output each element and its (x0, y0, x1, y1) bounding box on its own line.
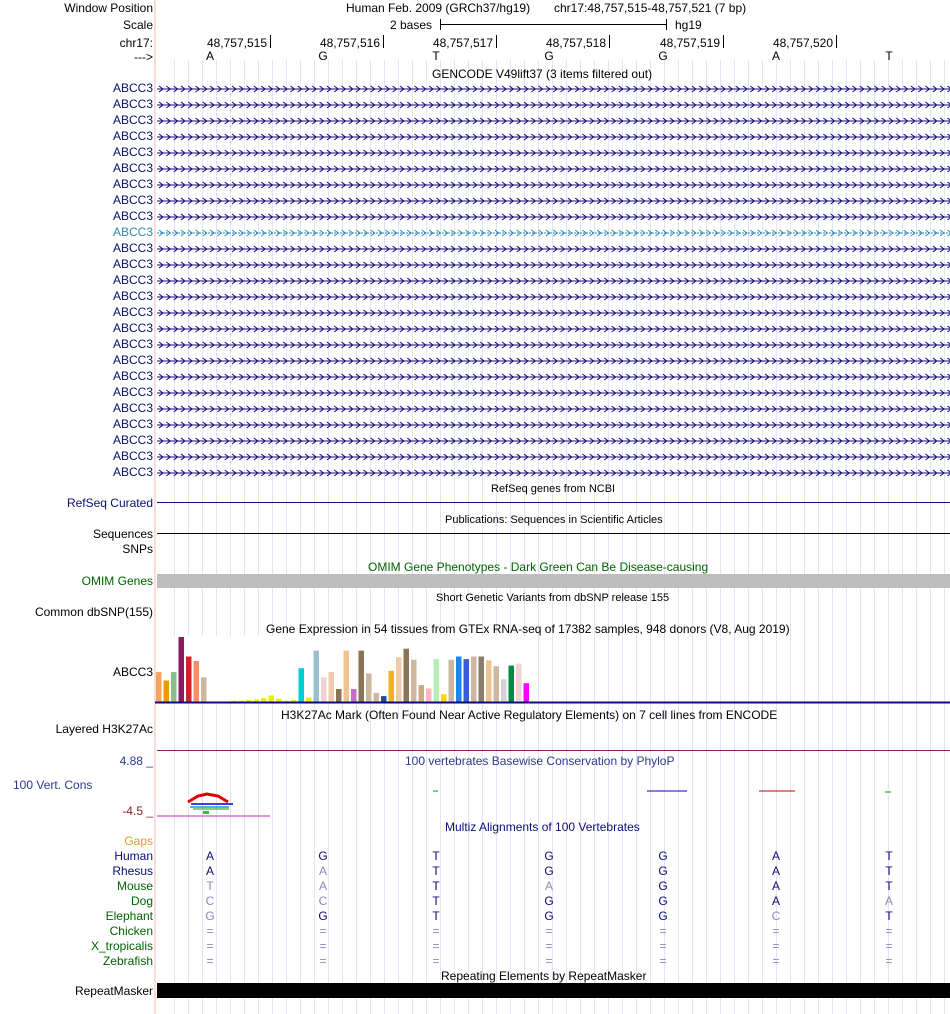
gencode-transcript-label[interactable]: ABCC3 (112, 209, 153, 223)
multiz-base: G (658, 849, 668, 863)
coord-tick (609, 35, 610, 48)
gtex-tissue-bar (336, 689, 342, 702)
multiz-base: A (884, 894, 893, 908)
multiz-base: A (205, 864, 214, 878)
refseq-gene-line[interactable] (157, 502, 950, 503)
gencode-transcript-label[interactable]: ABCC3 (112, 305, 153, 319)
multiz-base: A (771, 849, 780, 863)
gtex-tissue-bar (516, 664, 522, 702)
gtex-tissue-bar (486, 660, 492, 702)
gencode-transcript-intron[interactable] (157, 420, 950, 430)
multiz-base: G (318, 909, 328, 923)
gtex-tissue-bar (314, 651, 320, 702)
gencode-transcript-label[interactable]: ABCC3 (112, 81, 153, 95)
multiz-base: G (318, 849, 328, 863)
scale-label: Scale (122, 18, 153, 32)
multiz-base: G (544, 909, 554, 923)
coord-tick (270, 35, 271, 48)
gencode-transcript-label[interactable]: ABCC3 (112, 401, 153, 415)
chrom-label: chr17: (119, 36, 153, 50)
multiz-base: = (319, 924, 327, 938)
repeatmasker-title: Repeating Elements by RepeatMasker (441, 969, 647, 983)
gencode-transcript-intron[interactable] (157, 452, 950, 462)
gtex-tissue-bar (396, 657, 402, 702)
gtex-tissue-bar (261, 698, 267, 702)
multiz-species-label[interactable]: Rhesus (112, 864, 153, 878)
gtex-tissue-bar (411, 660, 417, 702)
multiz-base: G (658, 864, 668, 878)
gtex-tissue-bar (404, 649, 410, 702)
coord-label: 48,757,518 (545, 36, 606, 50)
multiz-base: T (432, 879, 440, 893)
multiz-base: = (885, 924, 893, 938)
gtex-tissue-bar (381, 696, 387, 702)
scale-db: hg19 (675, 18, 702, 32)
coord-label: 48,757,519 (659, 36, 720, 50)
publications-title: Publications: Sequences in Scientific Articles (445, 514, 663, 526)
gencode-transcript-intron[interactable] (157, 148, 950, 158)
gencode-transcript-intron[interactable] (157, 180, 950, 190)
gencode-transcript-label[interactable]: ABCC3 (112, 113, 153, 127)
gtex-tissue-bar (359, 651, 365, 702)
multiz-base: = (206, 939, 214, 953)
reference-base: G (318, 49, 328, 63)
multiz-base: = (885, 939, 893, 953)
gaps-label[interactable]: Gaps (124, 834, 153, 848)
multiz-base: A (771, 894, 780, 908)
gtex-tissue-bar (479, 657, 485, 703)
multiz-base: = (772, 954, 780, 968)
multiz-species-label[interactable]: Zebrafish (102, 954, 153, 968)
gtex-tissue-bar (441, 694, 447, 702)
gencode-transcript-intron[interactable] (157, 468, 950, 478)
gencode-transcript-intron[interactable] (157, 436, 950, 446)
multiz-species-label[interactable]: Dog (130, 894, 153, 908)
gtex-tissue-bar (194, 661, 200, 702)
gencode-transcript-label[interactable]: ABCC3 (112, 97, 153, 111)
multiz-base: A (544, 879, 553, 893)
multiz-species-label[interactable]: Mouse (116, 879, 153, 893)
gtex-tissue-bar (464, 659, 470, 702)
coord-tick (383, 35, 384, 48)
gencode-transcript-label[interactable]: ABCC3 (112, 465, 153, 479)
multiz-base: G (658, 879, 668, 893)
multiz-base: T (432, 909, 440, 923)
h3k27ac-label[interactable]: Layered H3K27Ac (55, 722, 153, 736)
multiz-base: = (319, 954, 327, 968)
multiz-base: T (206, 879, 214, 893)
gtex-tissue-bar (449, 660, 455, 702)
multiz-base: A (318, 864, 327, 878)
multiz-base: = (319, 939, 327, 953)
multiz-base: = (432, 954, 440, 968)
gencode-transcript-intron[interactable] (157, 212, 950, 222)
scale-bar-left-tick (440, 19, 441, 30)
multiz-base: T (432, 849, 440, 863)
reference-base: A (205, 49, 214, 63)
gtex-tissue-bar (201, 677, 207, 702)
gtex-tissue-bar (186, 657, 192, 703)
gtex-tissue-bar (456, 657, 462, 703)
multiz-base: = (206, 954, 214, 968)
gencode-transcript-label[interactable]: ABCC3 (112, 129, 153, 143)
gencode-transcript-intron[interactable] (157, 116, 950, 126)
gencode-transcript-label[interactable]: ABCC3 (112, 241, 153, 255)
multiz-base: C (205, 894, 215, 908)
dbsnp-title: Short Genetic Variants from dbSNP release 155 (436, 592, 670, 604)
gtex-tissue-bar (171, 672, 177, 702)
gtex-title: Gene Expression in 54 tissues from GTEx RNA-seq of 17382 samples, 948 donors (V8, Aug 2019) (266, 622, 790, 636)
multiz-base: = (659, 954, 667, 968)
gencode-transcript-intron[interactable] (157, 260, 950, 270)
refseq-title: RefSeq genes from NCBI (491, 483, 616, 495)
gtex-tissue-bar (321, 677, 327, 702)
multiz-species-label[interactable]: Elephant (105, 909, 153, 923)
multiz-base: A (205, 849, 214, 863)
multiz-base: = (545, 924, 553, 938)
gtex-tissue-bar (426, 688, 432, 702)
multiz-species-label[interactable]: X_tropicalis (90, 939, 153, 953)
h3k27ac-baseline (157, 750, 950, 751)
multiz-base: C (318, 894, 328, 908)
repeatmasker-feature-bar[interactable] (157, 983, 950, 998)
gencode-transcript-label[interactable]: ABCC3 (112, 385, 153, 399)
omim-label[interactable]: OMIM Genes (81, 574, 153, 588)
gencode-transcript-intron[interactable] (157, 388, 950, 398)
gtex-tissue-bar (156, 672, 162, 702)
multiz-base: T (432, 864, 440, 878)
gtex-tissue-bar (344, 651, 350, 702)
multiz-base: = (432, 924, 440, 938)
gtex-tissue-bar (501, 679, 507, 702)
gencode-transcript-intron[interactable] (157, 164, 950, 174)
gtex-tissue-bar (351, 689, 357, 702)
reference-base: T (432, 49, 440, 63)
multiz-species-label[interactable]: Human (114, 849, 153, 863)
multiz-base: = (206, 924, 214, 938)
publications-line[interactable] (157, 533, 950, 534)
multiz-base: T (885, 879, 893, 893)
gtex-gene-label[interactable]: ABCC3 (112, 665, 153, 679)
assembly-text: Human Feb. 2009 (GRCh37/hg19) (346, 1, 531, 15)
multiz-base: G (544, 894, 554, 908)
sequences-label[interactable]: Sequences (92, 527, 153, 541)
strand-label: ---> (134, 50, 153, 64)
scale-text: 2 bases (390, 18, 433, 32)
gtex-tissue-bar (434, 659, 440, 702)
gencode-transcript-intron[interactable] (157, 308, 950, 318)
phylop-min-label: -4.5 _ (122, 804, 153, 818)
multiz-base: T (885, 849, 893, 863)
gtex-tissue-bar (299, 668, 305, 702)
gencode-transcript-label[interactable]: ABCC3 (112, 145, 153, 159)
multiz-base: G (205, 909, 215, 923)
coord-tick (723, 35, 724, 48)
gencode-transcript-label[interactable]: ABCC3 (112, 193, 153, 207)
multiz-base: G (544, 849, 554, 863)
multiz-base: T (885, 864, 893, 878)
omim-feature-bar[interactable] (157, 574, 950, 588)
scale-bar (440, 24, 666, 25)
gtex-tissue-bar (471, 657, 477, 703)
gtex-tissue-bar (306, 698, 312, 703)
repeatmasker-label[interactable]: RepeatMasker (74, 984, 153, 998)
gencode-transcript-label[interactable]: ABCC3 (112, 321, 153, 335)
reference-base: G (544, 49, 554, 63)
window-position-label: Window Position (64, 1, 153, 15)
phylop-label[interactable]: 100 Vert. Cons (13, 778, 93, 792)
multiz-base: T (885, 909, 893, 923)
multiz-base: A (771, 879, 780, 893)
gtex-tissue-bar (179, 637, 185, 702)
gencode-transcript-intron[interactable] (157, 324, 950, 334)
coord-label: 48,757,516 (319, 36, 380, 50)
multiz-base: T (432, 894, 440, 908)
multiz-base: = (885, 954, 893, 968)
multiz-base: = (545, 939, 553, 953)
multiz-base: = (659, 924, 667, 938)
gencode-transcript-label[interactable]: ABCC3 (112, 289, 153, 303)
gencode-transcript-intron[interactable] (157, 132, 950, 142)
coord-label: 48,757,520 (772, 36, 833, 50)
gencode-transcript-intron[interactable] (157, 340, 950, 350)
gtex-tissue-bar (374, 693, 380, 702)
multiz-base: A (318, 879, 327, 893)
multiz-base: C (771, 909, 781, 923)
reference-base: G (658, 49, 668, 63)
gtex-bar-graph[interactable] (155, 636, 950, 704)
gencode-transcript-label[interactable]: ABCC3 (112, 337, 153, 351)
multiz-base: G (544, 864, 554, 878)
reference-base: A (771, 49, 780, 63)
multiz-base: = (432, 939, 440, 953)
gencode-transcript-label[interactable]: ABCC3 (112, 225, 153, 239)
gtex-tissue-bar (389, 671, 395, 702)
dbsnp-label[interactable]: Common dbSNP(155) (34, 605, 153, 619)
multiz-base: A (771, 864, 780, 878)
reference-base: T (885, 49, 893, 63)
multiz-title: Multiz Alignments of 100 Vertebrates (445, 820, 640, 834)
phylop-graph[interactable] (155, 760, 950, 822)
coord-label: 48,757,515 (206, 36, 267, 50)
gencode-transcript-intron[interactable] (157, 372, 950, 382)
refseq-label[interactable]: RefSeq Curated (66, 496, 153, 510)
multiz-base: = (772, 939, 780, 953)
multiz-base: = (659, 939, 667, 953)
gencode-transcript-label[interactable]: ABCC3 (112, 177, 153, 191)
gencode-transcript-label[interactable]: ABCC3 (112, 449, 153, 463)
gtex-tissue-bar (164, 681, 170, 702)
multiz-base: G (658, 894, 668, 908)
gencode-transcript-intron[interactable] (157, 100, 950, 110)
gtex-tissue-bar (269, 696, 275, 703)
phylop-max-label: 4.88 _ (119, 754, 153, 768)
gencode-transcript-label[interactable]: ABCC3 (112, 433, 153, 447)
gencode-transcript-intron[interactable] (157, 292, 950, 302)
position-text: chr17:48,757,515-48,757,521 (7 bp) (554, 1, 747, 15)
gtex-tissue-bar (509, 666, 515, 702)
omim-title: OMIM Gene Phenotypes - Dark Green Can Be Disease-causing (368, 560, 709, 574)
gencode-transcript-intron[interactable] (157, 84, 950, 94)
gtex-tissue-bar (494, 666, 500, 702)
gencode-transcript-intron[interactable] (157, 404, 950, 414)
snps-label[interactable]: SNPs (122, 542, 153, 556)
coord-tick (836, 35, 837, 48)
gencode-transcript-label[interactable]: ABCC3 (112, 273, 153, 287)
gtex-tissue-bar (329, 672, 335, 702)
gencode-transcript-label[interactable]: ABCC3 (112, 417, 153, 431)
gencode-transcript-label[interactable]: ABCC3 (112, 353, 153, 367)
coord-label: 48,757,517 (432, 36, 493, 50)
gencode-title: GENCODE V49lift37 (3 items filtered out) (432, 67, 653, 81)
scale-bar-right-tick (666, 19, 667, 30)
gtex-tissue-bar (524, 683, 530, 702)
gtex-tissue-bar (209, 672, 215, 702)
gtex-tissue-bar (419, 685, 425, 702)
phylop-title: 100 vertebrates Basewise Conservation by PhyloP (405, 754, 675, 768)
multiz-base: G (658, 909, 668, 923)
gencode-transcript-label[interactable]: ABCC3 (112, 257, 153, 271)
coord-tick (496, 35, 497, 48)
multiz-base: = (772, 924, 780, 938)
gencode-transcript-intron[interactable] (157, 228, 950, 238)
gtex-tissue-bar (366, 673, 372, 702)
multiz-base: = (545, 954, 553, 968)
gencode-transcript-label[interactable]: ABCC3 (112, 161, 153, 175)
gencode-transcript-intron[interactable] (157, 196, 950, 206)
h3k27ac-title: H3K27Ac Mark (Often Found Near Active Regulatory Elements) on 7 cell lines from ENCODE (281, 708, 778, 722)
multiz-species-label[interactable]: Chicken (109, 924, 153, 938)
gencode-transcript-intron[interactable] (157, 356, 950, 366)
gencode-transcript-intron[interactable] (157, 244, 950, 254)
gencode-transcript-intron[interactable] (157, 276, 950, 286)
gencode-transcript-label[interactable]: ABCC3 (112, 369, 153, 383)
